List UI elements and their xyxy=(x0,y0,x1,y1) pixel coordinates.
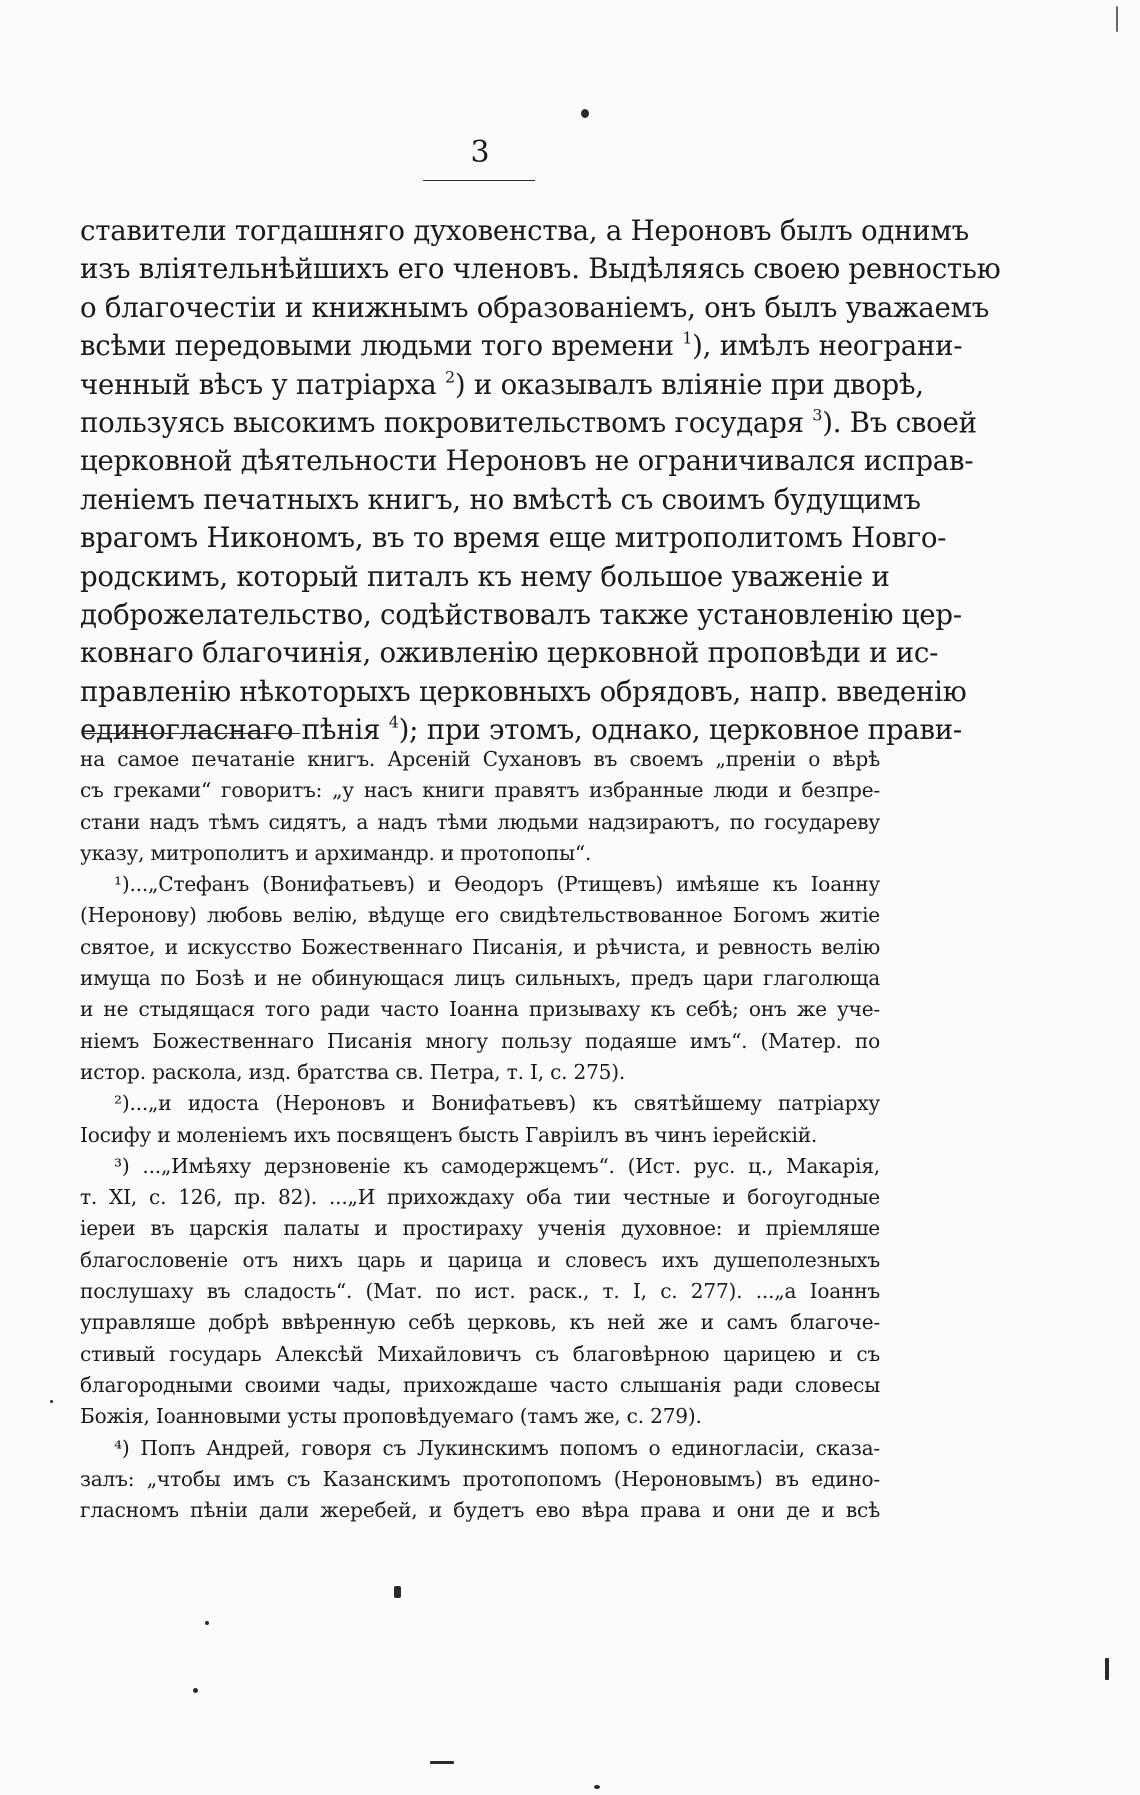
main-text-line: врагомъ Никономъ, въ то время еще митрополитомъ Новго- xyxy=(80,521,947,555)
footnote-line: и не стыдящася того ради часто Іоанна призываху къ себѣ; онъ же уче- xyxy=(80,997,880,1022)
scan-speck xyxy=(594,1785,600,1789)
footnote-line: (Неронову) любовь велію, вѣдуще его свидѣтельствованное Богомъ житіе xyxy=(80,903,880,928)
footnote-line: т. XI, с. 126, пр. 82). ...„И прихождаху оба тии честные и богоугодные xyxy=(80,1185,880,1210)
main-text-line: изъ вліятельнѣйшихъ его членовъ. Выдѣляясь своею ревностью xyxy=(80,252,1001,286)
footnote-line: послушаху въ сладость“. (Мат. по ист. раск., т. I, с. 277). ...„а Іоаннъ xyxy=(80,1279,880,1304)
main-text xyxy=(80,212,1001,750)
scan-speck xyxy=(1105,1658,1109,1680)
main-text-segment: ). Въ своей xyxy=(822,406,977,440)
footnote-line: имуща по Бозѣ и не обинующася лицъ сильныхъ, предъ цари глаголюща xyxy=(80,966,880,991)
main-text-segment: пользуясь высокимъ покровительствомъ государя xyxy=(80,406,813,440)
footnote-line: ¹)...„Стефанъ (Вонифатьевъ) и Ѳеодоръ (Ртищевъ) имѣяше къ Іоанну xyxy=(114,872,880,897)
footnote-ref: 1 xyxy=(682,328,693,348)
main-text-line xyxy=(80,327,963,365)
scan-speck xyxy=(193,1688,198,1693)
main-text-segment: ) и оказывалъ вліяніе при дворѣ, xyxy=(454,367,924,401)
footnote-line: залъ: „чтобы имъ съ Казанскимъ протопопомъ (Нероновымъ) въ едино- xyxy=(80,1466,880,1491)
footnote-line: съ греками“ говоритъ: „у насъ книги правятъ избранные люди и безпре- xyxy=(80,778,880,803)
footnote-line: ³) ...„Имѣяху дерзновеніе къ самодержцемъ“. (Ист. рус. ц., Макарія, xyxy=(114,1153,880,1178)
footnote-ref: 3 xyxy=(812,405,823,425)
main-text-segment: всѣми передовыми людьми того времени xyxy=(80,329,683,363)
footnote-line: истор. раскола, изд. братства св. Петра, т. I, с. 275). xyxy=(80,1059,626,1084)
main-text-line xyxy=(80,366,924,404)
scan-speck xyxy=(394,1586,401,1598)
footnote-line: ніемъ Божественнаго Писанія многу пользу подаяше имъ“. (Матер. по xyxy=(80,1028,880,1053)
footnote-line: Божія, Іоанновыми усты проповѣдуемаго (тамъ же, с. 279). xyxy=(80,1404,702,1429)
footnote-ref: 2 xyxy=(444,367,455,387)
page-number: 3 xyxy=(470,135,490,170)
main-text-line: доброжелательство, содѣйствовалъ также установленію цер- xyxy=(80,598,962,632)
main-text-line: леніемъ печатныхъ книгъ, но вмѣстѣ съ своимъ будущимъ xyxy=(80,482,921,516)
footnote-line: гласномъ пѣніи дали жеребей, и будетъ ево вѣра права и они де и всѣ xyxy=(80,1498,880,1523)
main-text-line: о благочестіи и книжнымъ образованіемъ, онъ былъ уважаемъ xyxy=(80,290,990,324)
scan-speck xyxy=(1116,6,1118,32)
footnote-line: ²)...„и идоста (Нероновъ и Вонифатьевъ) къ святѣйшему патріарху xyxy=(114,1091,880,1116)
footnote-line: стани надъ тѣмъ сидятъ, а надъ тѣми людьми надзираютъ, по государеву xyxy=(80,809,880,834)
scan-speck xyxy=(50,1400,53,1403)
main-text-segment: ), имѣлъ неограни- xyxy=(692,329,963,363)
scan-speck xyxy=(581,109,589,118)
footnote-line: указу, митрополитъ и архимандр. и протопопы“. xyxy=(80,840,592,865)
footnote-rule xyxy=(82,733,300,734)
scan-speck xyxy=(205,1621,209,1625)
footnote-line: благородными своими чады, прихождаше часто слышанія ради словесы xyxy=(80,1372,880,1397)
footnote-line: ⁴) Попъ Андрей, говоря съ Лукинскимъ попомъ о единогласіи, сказа- xyxy=(114,1435,880,1460)
footnote-line: на самое печатаніе книгъ. Арсеній Сухановъ въ своемъ „преніи о вѣрѣ xyxy=(80,747,880,771)
scan-speck xyxy=(430,1761,454,1764)
main-text-segment: ); при этомъ, однако, церковное прави- xyxy=(398,713,962,747)
page-number-rule xyxy=(423,180,535,181)
footnote-line: стивый государь Алексѣй Михайловичъ съ благовѣрною царицею и съ xyxy=(80,1341,880,1366)
main-text-line: правленію нѣкоторыхъ церковныхъ обрядовъ, напр. введенію xyxy=(80,674,967,708)
footnote-ref: 4 xyxy=(388,712,399,732)
footnote-line: святое, и искусство Божественнаго Писанія, и рѣчиста, и ревность велію xyxy=(80,934,880,959)
main-text-line: родскимъ, который питалъ къ нему большое уваженіе и xyxy=(80,559,890,593)
footnote-line: управляше добрѣ ввѣренную себѣ церковь, къ ней же и самъ благоче- xyxy=(80,1310,880,1335)
footnotes xyxy=(80,744,880,1526)
main-text-segment: ченный вѣсъ у патріарха xyxy=(80,367,445,401)
main-text-line xyxy=(80,404,977,442)
footnote-line: благословеніе отъ нихъ царь и царица и словесъ ихъ душеполезныхъ xyxy=(80,1247,880,1272)
footnote-line: іереи въ царскія палаты и простираху ученія духовное: и пріемляше xyxy=(80,1216,880,1241)
main-text-line: ковнаго благочинія, оживленію церковной проповѣди и ис- xyxy=(80,636,939,670)
main-text-line: ставители тогдашняго духовенства, а Нероновъ былъ однимъ xyxy=(80,214,969,247)
footnote-line: Іосифу и моленіемъ ихъ посвященъ бысть Гавріилъ въ чинъ іерейскій. xyxy=(80,1122,818,1147)
main-text-line: церковной дѣятельности Нероновъ не ограничивался исправ- xyxy=(80,444,974,478)
main-text-segment: единогласнаго пѣнія xyxy=(80,713,389,747)
